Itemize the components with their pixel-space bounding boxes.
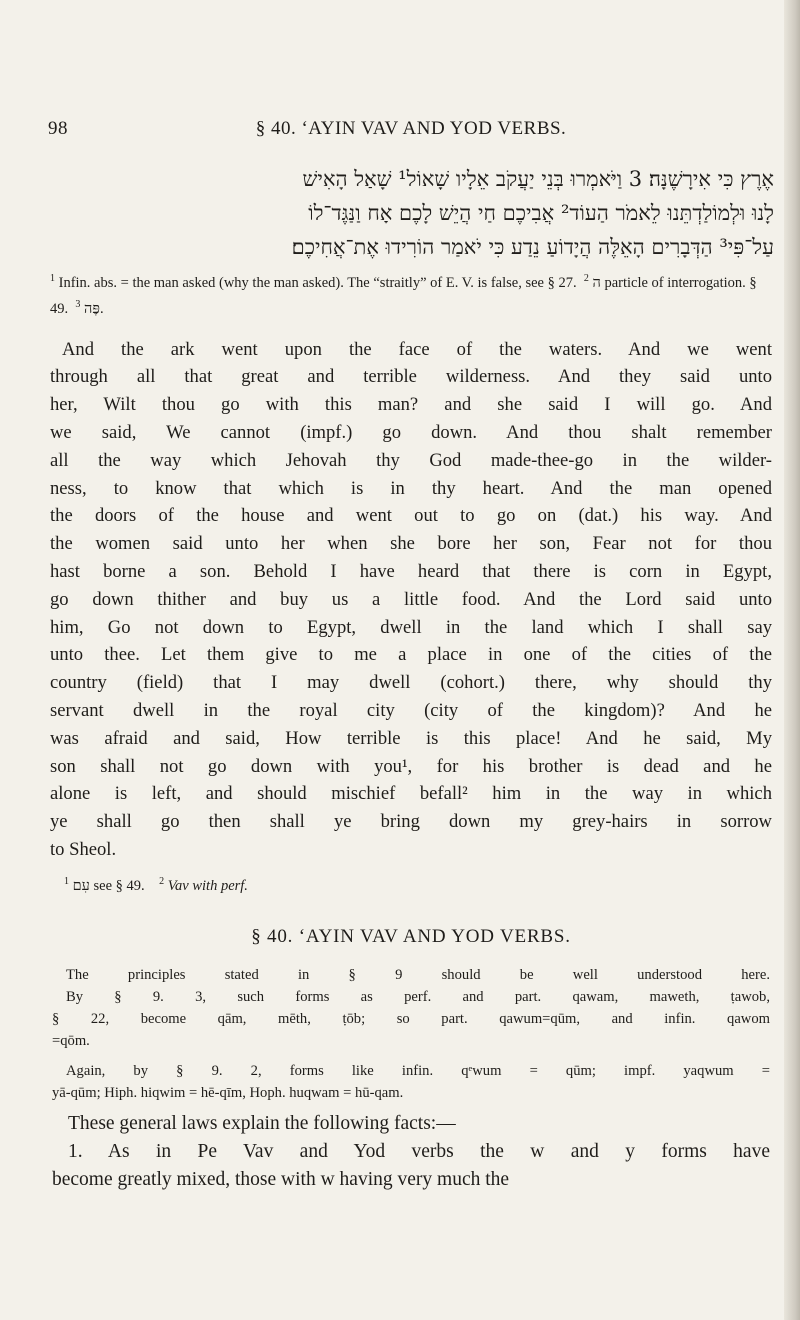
- text-line: her, Wilt thou go with this man? and she said I will go. And: [50, 394, 772, 416]
- text-line: The principles stated in § 9 should be well understood here.: [66, 966, 770, 983]
- text-line: These general laws explain the following facts:—: [68, 1112, 456, 1134]
- summary-paragraph: [46, 1110, 776, 1194]
- footnote-text: ה particle of interrogation. § 49.: [50, 274, 757, 317]
- explanatory-paragraph: [46, 964, 776, 1052]
- translation-exercise: [46, 336, 776, 864]
- text-line: ness, to know that which is in thy heart. And the man opened: [50, 477, 772, 499]
- footnote-text: Infin. abs. = the man asked (why the man asked). The “straitly” of E. V. is false, see § 27.: [58, 274, 577, 291]
- text-line: the women said unto her when she bore her son, Fear not for thou: [50, 533, 772, 555]
- text-line: country (field) that I may dwell (cohort.) there, why should thy: [50, 672, 772, 694]
- hebrew-line: עַל־פִּי³ הַדְּבָרִים הָאֵלֶּה הֲיָדוֹעַ נֵדַע כִּי יֹאמַר הוֹרִידוּ אֶת־אֲחִיכֶם׃: [291, 235, 774, 259]
- footnotes-bottom: [64, 872, 776, 896]
- running-head: [46, 118, 776, 148]
- text-line: the doors of the house and went out to go on (dat.) his way. And: [50, 505, 772, 527]
- footnote-mark: 1: [64, 875, 69, 887]
- footnote-mark: 2: [159, 875, 165, 887]
- text-line: =qōm.: [52, 1032, 90, 1049]
- hebrew-line: אֶרֶץ כִּי אִירָשֶׁנָּה׃ 3 וַיֹּאמְרוּ בְּנֵי יַעֲקֹב אֵלָיו שָׁאוֹל¹ שָׁאַל הָאִישׁ: [302, 167, 774, 191]
- text-line: son shall not go down with you¹, for his brother is dead and he: [50, 755, 772, 777]
- explanatory-paragraph: [46, 1060, 776, 1104]
- footnote-text: פֶּה.: [84, 300, 104, 317]
- text-line: And the ark went upon the face of the waters. And we went: [62, 338, 772, 360]
- footnote-mark: 3: [75, 298, 81, 310]
- text-line: unto thee. Let them give to me a place in one of the cities of the: [50, 644, 772, 666]
- text-line: ye shall go then shall ye bring down my grey-hairs in sorrow: [50, 811, 772, 833]
- footnote-mark: 1: [50, 273, 55, 284]
- text-line: through all that great and terrible wilderness. And they said unto: [50, 366, 772, 388]
- page-number: 98: [48, 118, 68, 139]
- text-line: 1. As in Pe Vav and Yod verbs the w and y forms have: [68, 1140, 770, 1162]
- running-title: § 40. ʻAYIN VAV AND YOD VERBS.: [255, 118, 567, 139]
- text-line: to Sheol.: [50, 839, 117, 860]
- text-line: Again, by § 9. 2, forms like infin. qᵉwum = qūm; impf. yaqwum =: [66, 1062, 770, 1079]
- footnote-hebrew: עִם: [72, 877, 90, 894]
- hebrew-exercise: [46, 162, 776, 264]
- text-line: alone is left, and should mischief befall² him in the way in which: [50, 783, 772, 805]
- text-line: yā-qūm; Hiph. hiqwim = hē-qīm, Hoph. huqwam = hū-qam.: [52, 1084, 404, 1101]
- footnotes-top: [46, 268, 776, 320]
- page-edge: [784, 0, 800, 1320]
- text-line: become greatly mixed, those with w having very much the: [52, 1168, 510, 1190]
- footnote-text: see § 49.: [93, 877, 145, 894]
- text-line: hast borne a son. Behold I have heard that there is corn in Egypt,: [50, 561, 772, 583]
- hebrew-line: לָנוּ וּלְמוֹלַדְתֵּנוּ לֵאמֹר הַעוֹד² אֲבִיכֶם חַי הֲיֵשׁ לָכֶם אָח וַנַּגֶּד־לוֹ: [308, 201, 774, 225]
- footnote-mark: 2: [583, 273, 589, 284]
- text-line: was afraid and said, How terrible is this place! And he said, My: [50, 727, 772, 749]
- footnote-text: Vav with perf.: [167, 877, 248, 894]
- section-heading: § 40. ʻAYIN VAV AND YOD VERBS.: [251, 925, 571, 947]
- text-line: go down thither and buy us a little food. And the Lord said unto: [50, 588, 772, 610]
- text-line: him, Go not down to Egypt, dwell in the land which I shall say: [50, 616, 772, 638]
- text-line: § 22, become qām, mēth, ṭōb; so part. qawum=qūm, and infin. qawom: [52, 1010, 770, 1027]
- text-line: servant dwell in the royal city (city of the kingdom)? And he: [50, 700, 772, 722]
- text-line: By § 9. 3, such forms as perf. and part. qawam, maweth, ṭawob,: [66, 988, 770, 1005]
- text-line: we said, We cannot (impf.) go down. And thou shalt remember: [50, 422, 772, 444]
- book-page: [46, 0, 776, 1194]
- text-line: all the way which Jehovah thy God made-thee-go in the wilder-: [50, 449, 772, 471]
